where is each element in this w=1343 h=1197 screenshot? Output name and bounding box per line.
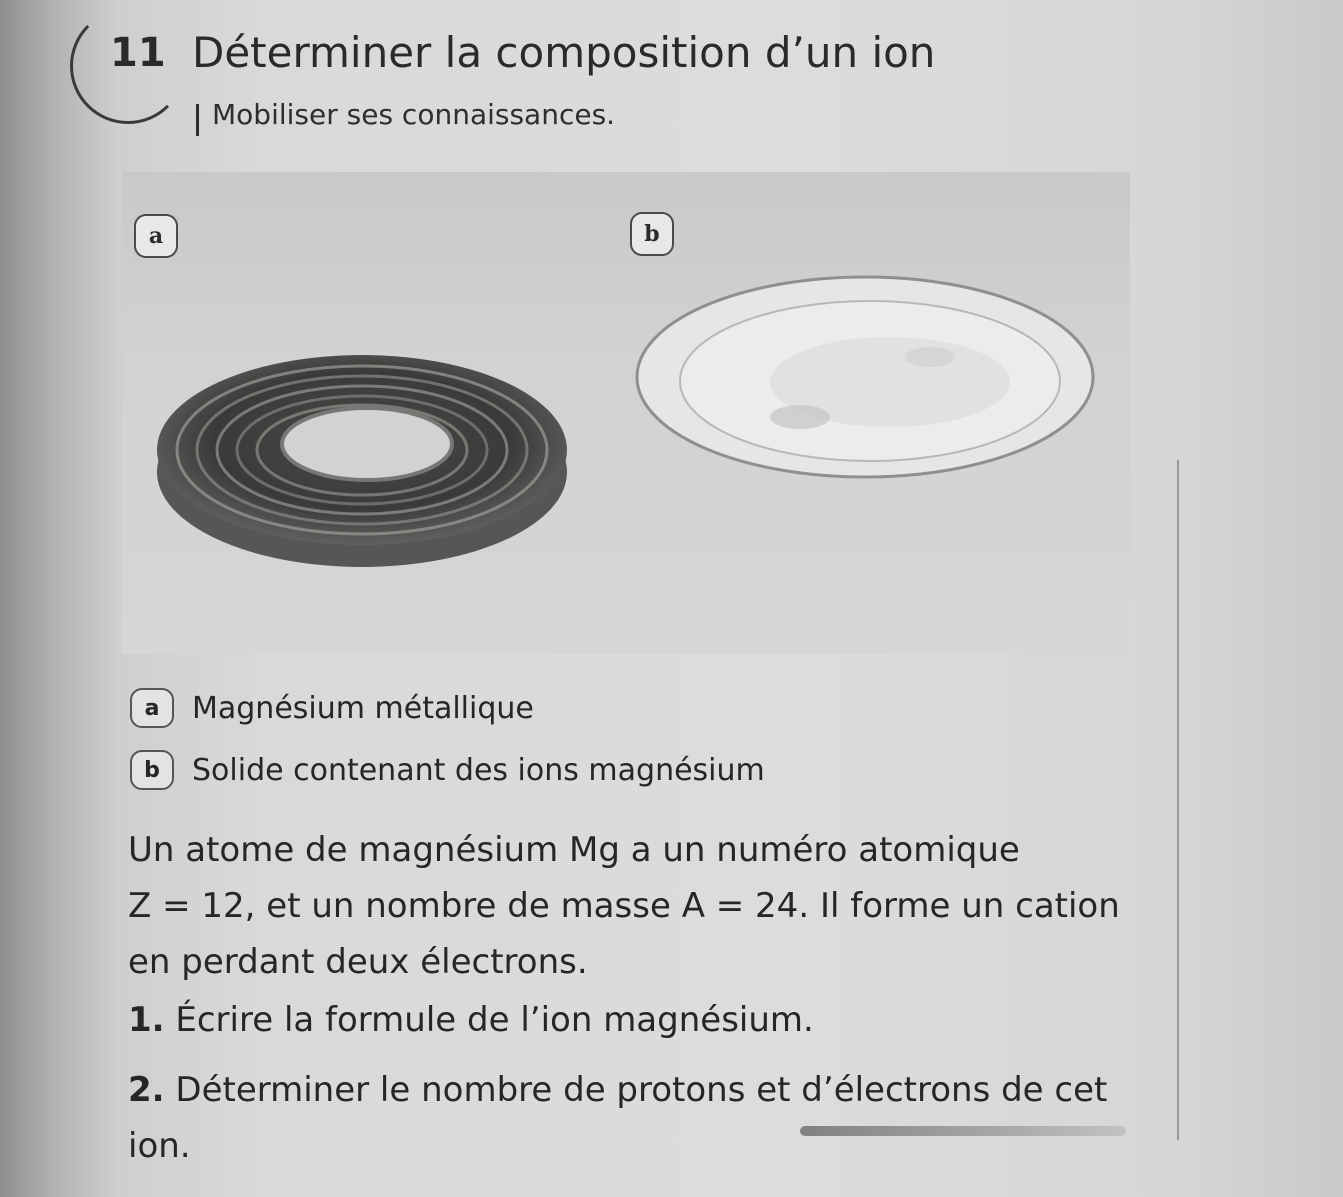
exercise-skill: Mobiliser ses connaissances. [212,98,616,131]
question-1-number: 1. [128,1000,165,1040]
question-2-number: 2. [128,1070,165,1110]
exercise-title: Déterminer la composition d’un ion [192,28,936,77]
magnesium-ribbon-image [152,332,572,572]
column-rule [1177,460,1179,1140]
page-smudge [800,1126,1126,1136]
atomic-number: Z = 12 [128,886,245,926]
exercise-number: 11 [110,30,166,76]
statement-line-3: en perdant deux électrons. [128,942,588,982]
photo-figure [122,172,1130,654]
dish-with-magnesium-ions-image [630,257,1110,487]
caption-b-text: Solide contenant des ions magnésium [192,752,765,788]
skill-marker [196,104,199,136]
caption-a-text: Magnésium métallique [192,690,534,726]
statement-line-2-text-b: . Il forme un cation [798,886,1120,926]
statement-line-2-text-a: , et un nombre de masse [244,886,682,926]
question-1-text: Écrire la formule de l’ion magnésium. [164,1000,814,1040]
caption-badge-a: a [130,688,174,728]
statement-line-2 [128,878,1138,934]
caption-a [130,688,534,728]
statement-paragraph [128,822,1138,990]
mass-number: A = 24 [681,886,799,926]
question-2 [128,1062,1138,1174]
figure-badge-a: a [134,214,178,258]
figure-badge-b: b [630,212,674,256]
caption-b [130,750,765,790]
question-2-text: Déterminer le nombre de protons et d’électrons de cet ion. [128,1070,1108,1166]
question-1 [128,1000,814,1040]
statement-line-1: Un atome de magnésium Mg a un numéro atomique [128,830,1020,870]
caption-badge-b: b [130,750,174,790]
